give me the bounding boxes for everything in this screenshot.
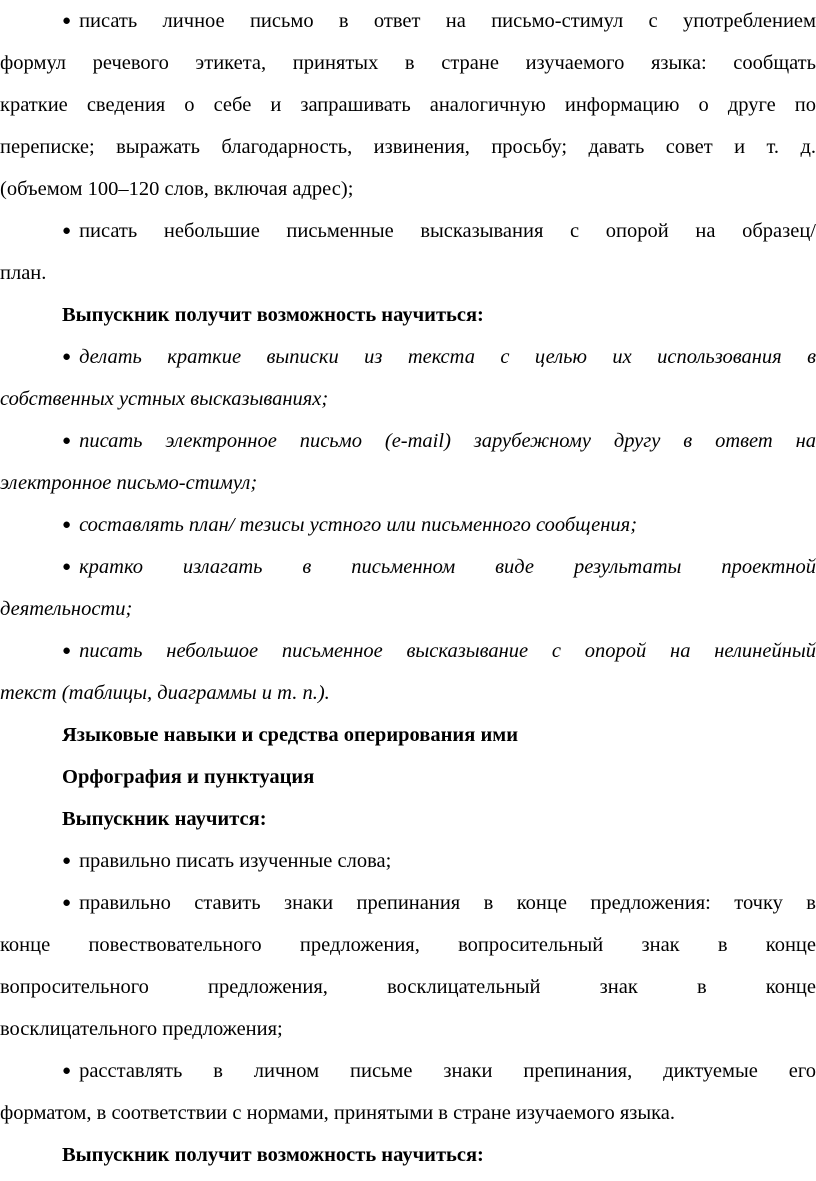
text-line [62,888,816,918]
text-line [0,90,816,120]
line-text: писать небольшое письменное высказывание с опорой на нелинейный [79,640,816,662]
line-text: писать небольшие письменные высказывания с опорой на образец/ [79,220,816,242]
text-line [0,468,816,498]
text-line [0,132,816,162]
section-heading [62,300,816,330]
line-text: Выпускник получит возможность научиться: [62,304,484,326]
line-text: Орфография и пунктуация [62,766,315,788]
line-text: Выпускник научится: [62,808,267,830]
section-heading [62,1140,816,1170]
text-line [0,48,816,78]
text-line [62,216,816,246]
text-line [0,384,816,414]
text-line [62,6,816,36]
line-text: переписке; выражать благодарность, извинения, просьбу; давать совет и т. д. [0,136,816,158]
line-text: собственных устных высказываниях; [0,388,329,410]
text-line [62,552,816,582]
section-heading [62,804,816,834]
section-heading [62,720,816,750]
text-line [0,174,816,204]
bullet-icon: ● [62,853,72,869]
bullet-icon: ● [62,559,72,575]
line-text: правильно писать изученные слова; [79,850,392,872]
bullet-icon: ● [62,1063,72,1079]
line-text: вопросительного предложения, восклицательный знак в конце [0,976,816,998]
bullet-icon: ● [62,643,72,659]
line-text: Языковые навыки и средства оперирования ими [62,724,519,746]
text-line [0,594,816,624]
text-line [0,258,816,288]
line-text: писать личное письмо в ответ на письмо-стимул с употреблением [79,10,816,32]
bullet-icon: ● [62,517,72,533]
text-line [0,1014,816,1044]
bullet-icon: ● [62,895,72,911]
bullet-icon: ● [62,13,72,29]
line-text: расставлять в личном письме знаки препинания, диктуемые его [79,1060,816,1082]
line-text: конце повествовательного предложения, вопросительный знак в конце [0,934,816,956]
text-line [62,636,816,666]
bullet-icon: ● [62,433,72,449]
text-line [62,1056,816,1086]
text-line [62,510,816,540]
line-text: формул речевого этикета, принятых в стране изучаемого языка: сообщать [0,52,816,74]
text-line [0,972,816,1002]
line-text: восклицательного предложения; [0,1018,283,1040]
bullet-icon: ● [62,349,72,365]
text-line [62,426,816,456]
line-text: писать электронное письмо (e-mail) зарубежному другу в ответ на [79,430,816,452]
line-text: форматом, в соответствии с нормами, принятыми в стране изучаемого языка. [0,1102,676,1124]
bullet-icon: ● [62,223,72,239]
text-line [62,342,816,372]
line-text: план. [0,262,47,284]
line-text: текст (таблицы, диаграммы и т. п.). [0,682,330,704]
line-text: делать краткие выписки из текста с целью их использования в [79,346,816,368]
line-text: деятельности; [0,598,133,620]
line-text: краткие сведения о себе и запрашивать аналогичную информацию о друге по [0,94,816,116]
line-text: составлять план/ тезисы устного или письменного сообщения; [79,514,638,536]
text-line [0,1098,816,1128]
line-text: правильно ставить знаки препинания в конце предложения: точку в [79,892,816,914]
section-heading [62,762,816,792]
line-text: кратко излагать в письменном виде результаты проектной [79,556,816,578]
text-line [62,846,816,876]
text-line [0,930,816,960]
line-text: (объемом 100–120 слов, включая адрес); [0,178,354,200]
line-text: Выпускник получит возможность научиться: [62,1144,484,1166]
text-line [0,678,816,708]
line-text: электронное письмо-стимул; [0,472,258,494]
